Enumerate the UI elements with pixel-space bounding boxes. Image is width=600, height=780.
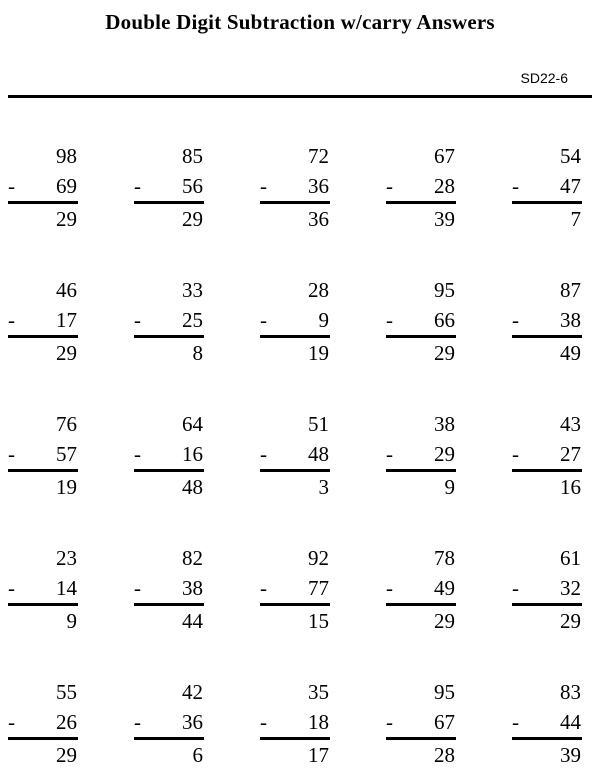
minus-sign: -: [260, 576, 267, 600]
minuend: 33: [182, 278, 203, 302]
minus-sign: -: [386, 576, 393, 600]
answer: 3: [318, 475, 329, 499]
answer-bar: [512, 603, 582, 606]
subtraction-problem: [260, 679, 330, 774]
subtraction-problem: [260, 411, 330, 506]
minuend: 55: [56, 680, 77, 704]
answer: 19: [56, 475, 77, 499]
minuend: 23: [56, 546, 77, 570]
answer-bar: [386, 201, 456, 204]
answer-bar: [512, 737, 582, 740]
subtraction-problem: [8, 143, 78, 238]
minus-sign: -: [512, 710, 519, 734]
answer-bar: [8, 469, 78, 472]
answer: 29: [434, 341, 455, 365]
subtrahend: 36: [308, 174, 329, 198]
subtrahend: 44: [560, 710, 581, 734]
minus-sign: -: [134, 442, 141, 466]
subtrahend: 47: [560, 174, 581, 198]
answer: 29: [56, 341, 77, 365]
minuend: 46: [56, 278, 77, 302]
subtraction-problem: [8, 545, 78, 640]
subtrahend: 38: [560, 308, 581, 332]
subtraction-problem: [260, 277, 330, 372]
answer-bar: [8, 603, 78, 606]
answer-bar: [134, 201, 204, 204]
minuend: 61: [560, 546, 581, 570]
minuend: 82: [182, 546, 203, 570]
answer: 44: [182, 609, 203, 633]
subtraction-problem: [8, 679, 78, 774]
minuend: 95: [434, 680, 455, 704]
minus-sign: -: [260, 174, 267, 198]
answer: 9: [66, 609, 77, 633]
subtraction-problem: [260, 143, 330, 238]
answer: 39: [434, 207, 455, 231]
minus-sign: -: [134, 710, 141, 734]
minus-sign: -: [386, 710, 393, 734]
subtraction-problem: [512, 277, 582, 372]
answer: 49: [560, 341, 581, 365]
subtraction-problem: [512, 545, 582, 640]
answer: 29: [182, 207, 203, 231]
minuend: 78: [434, 546, 455, 570]
answer: 16: [560, 475, 581, 499]
minus-sign: -: [260, 442, 267, 466]
worksheet-code: SD22-6: [520, 70, 568, 86]
subtrahend: 18: [308, 710, 329, 734]
subtrahend: 28: [434, 174, 455, 198]
minuend: 98: [56, 144, 77, 168]
subtraction-problem: [8, 411, 78, 506]
minuend: 38: [434, 412, 455, 436]
subtraction-problem: [260, 545, 330, 640]
subtraction-problem: [134, 277, 204, 372]
subtrahend: 14: [56, 576, 77, 600]
minuend: 64: [182, 412, 203, 436]
answer: 28: [434, 743, 455, 767]
answer-bar: [8, 201, 78, 204]
answer: 29: [560, 609, 581, 633]
minus-sign: -: [260, 308, 267, 332]
subtraction-problem: [134, 679, 204, 774]
subtraction-problem: [386, 679, 456, 774]
answer-bar: [8, 335, 78, 338]
subtrahend: 69: [56, 174, 77, 198]
answer-bar: [260, 469, 330, 472]
subtrahend: 49: [434, 576, 455, 600]
minuend: 95: [434, 278, 455, 302]
minus-sign: -: [8, 710, 15, 734]
answer: 7: [570, 207, 581, 231]
minus-sign: -: [260, 710, 267, 734]
answer: 17: [308, 743, 329, 767]
minuend: 67: [434, 144, 455, 168]
subtrahend: 27: [560, 442, 581, 466]
answer-bar: [512, 335, 582, 338]
answer-bar: [260, 201, 330, 204]
subtraction-problem: [386, 411, 456, 506]
minus-sign: -: [134, 174, 141, 198]
answer: 48: [182, 475, 203, 499]
subtraction-problem: [134, 545, 204, 640]
answer-bar: [134, 737, 204, 740]
answer-bar: [512, 201, 582, 204]
subtrahend: 77: [308, 576, 329, 600]
minuend: 42: [182, 680, 203, 704]
minus-sign: -: [8, 308, 15, 332]
minus-sign: -: [386, 174, 393, 198]
minus-sign: -: [512, 174, 519, 198]
answer: 36: [308, 207, 329, 231]
minuend: 35: [308, 680, 329, 704]
answer-bar: [260, 603, 330, 606]
minuend: 51: [308, 412, 329, 436]
answer-bar: [386, 603, 456, 606]
minuend: 28: [308, 278, 329, 302]
answer-bar: [134, 335, 204, 338]
minuend: 85: [182, 144, 203, 168]
minus-sign: -: [8, 442, 15, 466]
answer: 29: [434, 609, 455, 633]
subtrahend: 25: [182, 308, 203, 332]
minuend: 54: [560, 144, 581, 168]
minuend: 43: [560, 412, 581, 436]
answer: 15: [308, 609, 329, 633]
answer: 8: [192, 341, 203, 365]
subtrahend: 16: [182, 442, 203, 466]
subtrahend: 29: [434, 442, 455, 466]
minus-sign: -: [134, 576, 141, 600]
subtrahend: 67: [434, 710, 455, 734]
subtraction-problem: [8, 277, 78, 372]
subtraction-problem: [386, 143, 456, 238]
answer: 29: [56, 207, 77, 231]
answer-bar: [386, 335, 456, 338]
answer: 39: [560, 743, 581, 767]
minus-sign: -: [386, 442, 393, 466]
minus-sign: -: [8, 576, 15, 600]
answer-bar: [134, 603, 204, 606]
worksheet-title: Double Digit Subtraction w/carry Answers: [105, 10, 495, 34]
subtrahend: 57: [56, 442, 77, 466]
minus-sign: -: [512, 442, 519, 466]
subtraction-problem: [134, 411, 204, 506]
answer-bar: [260, 737, 330, 740]
subtrahend: 56: [182, 174, 203, 198]
minus-sign: -: [386, 308, 393, 332]
answer-bar: [134, 469, 204, 472]
subtrahend: 36: [182, 710, 203, 734]
answer: 9: [444, 475, 455, 499]
subtraction-problem: [512, 411, 582, 506]
subtraction-problem: [512, 679, 582, 774]
minuend: 83: [560, 680, 581, 704]
subtrahend: 26: [56, 710, 77, 734]
subtrahend: 32: [560, 576, 581, 600]
answer: 6: [192, 743, 203, 767]
answer-bar: [260, 335, 330, 338]
minus-sign: -: [512, 308, 519, 332]
answer-bar: [386, 737, 456, 740]
subtraction-problem: [512, 143, 582, 238]
minuend: 72: [308, 144, 329, 168]
answer-bar: [8, 737, 78, 740]
subtrahend: 66: [434, 308, 455, 332]
minus-sign: -: [134, 308, 141, 332]
subtraction-problem: [134, 143, 204, 238]
answer-bar: [512, 469, 582, 472]
answer: 19: [308, 341, 329, 365]
answer: 29: [56, 743, 77, 767]
minuend: 87: [560, 278, 581, 302]
subtrahend: 9: [318, 308, 329, 332]
minus-sign: -: [512, 576, 519, 600]
minuend: 76: [56, 412, 77, 436]
minuend: 92: [308, 546, 329, 570]
subtraction-problem: [386, 277, 456, 372]
header-rule: [8, 95, 592, 98]
answer-bar: [386, 469, 456, 472]
subtrahend: 17: [56, 308, 77, 332]
minus-sign: -: [8, 174, 15, 198]
subtraction-problem: [386, 545, 456, 640]
subtrahend: 48: [308, 442, 329, 466]
subtrahend: 38: [182, 576, 203, 600]
